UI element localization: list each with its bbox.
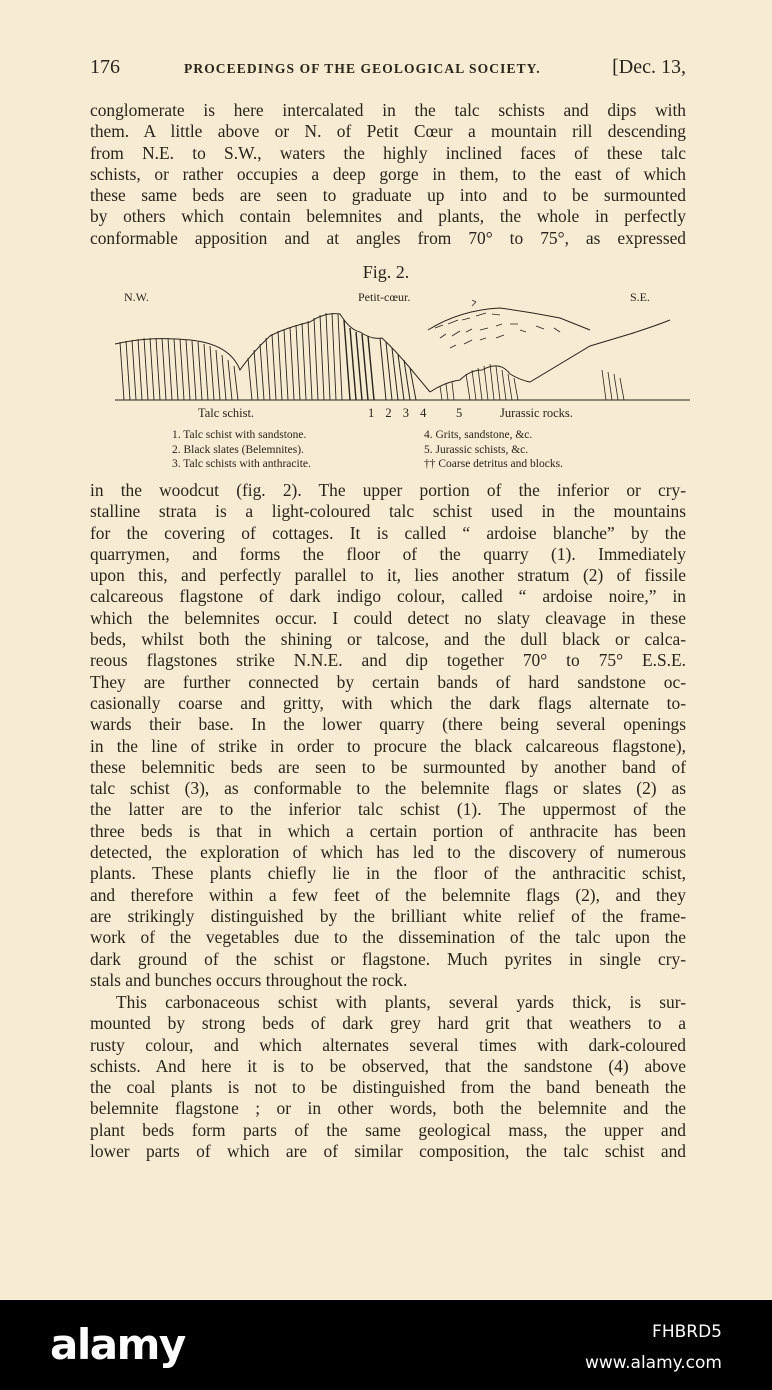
geological-section-woodcut xyxy=(110,300,690,406)
figure-label-bed-5: 5 xyxy=(456,406,463,420)
legend-item: 4. Grits, sandstone, &c. xyxy=(424,429,533,441)
text-line: work of the vegetables due to the dissemination of the talc upon the xyxy=(90,927,686,948)
page-number: 176 xyxy=(90,56,120,78)
text-line: reous flagstones strike N.N.E. and dip together 70° to 75° E.S.E. xyxy=(90,650,686,671)
coarse-detritus-marks xyxy=(435,300,560,348)
paragraph-1 xyxy=(90,100,686,249)
section-profile-right xyxy=(430,320,670,392)
header-date: [Dec. 13, xyxy=(612,56,686,78)
paragraph-2 xyxy=(90,480,686,991)
text-line: in the woodcut (fig. 2). The upper portion of the inferior or cry- xyxy=(90,480,686,500)
text-line: schists, or rather occupies a deep gorge in them, to the east of which xyxy=(90,163,686,184)
site-url: www.alamy.com xyxy=(584,1353,722,1373)
text-line: schists. And here it is to be observed, that the sandstone (4) above xyxy=(90,1055,686,1076)
text-line: them. A little above or N. of Petit Cœur a mountain rill descending xyxy=(90,121,686,142)
paragraph-3 xyxy=(90,992,686,1162)
text-line: these same beds are seen to graduate up into and to be surmounted xyxy=(90,185,686,206)
text-line: and therefore within a few feet of the belemnite flags (2), and they xyxy=(90,884,686,905)
text-line: This carbonaceous schist with plants, several yards thick, is sur- xyxy=(116,992,686,1012)
text-line: from N.E. to S.W., waters the highly inclined faces of these talc xyxy=(90,142,686,163)
text-line: in the line of strike in order to procure the black calcareous flagstone), xyxy=(90,735,686,756)
legend-item: 2. Black slates (Belemnites). xyxy=(172,443,304,456)
figure-legend-left xyxy=(172,428,311,472)
text-line: conglomerate is here intercalated in the talc schists and dips with xyxy=(90,100,686,120)
figure-legend-right xyxy=(424,428,563,472)
text-line: lower parts of which are of similar composition, the talc schist and xyxy=(90,1141,686,1162)
figure-title: Fig. 2. xyxy=(362,262,410,282)
figure-label-bed-numbers: 1 2 3 4 xyxy=(368,406,431,420)
text-line: belemnite flagstone ; or in other words, both the belemnite and the xyxy=(90,1098,686,1119)
text-line: wards their base. In the lower quarry (there being several openings xyxy=(90,714,686,735)
text-line: talc schist (3), as conformable to the belemnite flags or slates (2) as xyxy=(90,778,686,799)
text-line: beds, whilst both the shining or talcose, and the dull black or calca- xyxy=(90,629,686,650)
image-code: FHBRD5 xyxy=(652,1322,722,1342)
text-line: are strikingly distinguished by the brilliant white relief of the frame- xyxy=(90,905,686,926)
text-line: the latter are to the inferior talc schist (1). The uppermost of the xyxy=(90,799,686,820)
text-line: which the belemnites occur. I could detect no slaty cleavage in these xyxy=(90,607,686,628)
alamy-logo: alamy xyxy=(50,1320,185,1369)
text-line: quarrymen, and forms the floor of the quarry (1). Immediately xyxy=(90,543,686,564)
running-header xyxy=(90,56,686,82)
text-line: casionally coarse and gritty, with which the dark flags alternate to- xyxy=(90,692,686,713)
text-line: plants. These plants chiefly lie in the floor of the anthracitic schist, xyxy=(90,863,686,884)
figure-label-nw: N.W. xyxy=(124,290,149,304)
text-line: these belemnitic beds are seen to be surmounted by another band of xyxy=(90,756,686,777)
stock-footer-bar xyxy=(0,1300,772,1390)
detritus-outline xyxy=(428,308,590,330)
text-line: dark ground of the schist or flagstone. Much pyrites in single cry- xyxy=(90,948,686,969)
text-line: They are further connected by certain bands of hard sandstone oc- xyxy=(90,671,686,692)
legend-item: 1. Talc schist with sandstone. xyxy=(172,429,307,441)
text-line: by others which contain belemnites and plants, the whole in perfectly xyxy=(90,206,686,227)
text-line: rusty colour, and which alternates several times with dark-coloured xyxy=(90,1034,686,1055)
running-title: PROCEEDINGS OF THE GEOLOGICAL SOCIETY. xyxy=(184,61,541,76)
text-line: upon this, and perfectly parallel to it, lies another stratum (2) of fissile xyxy=(90,565,686,586)
text-line: stals and bunches occurs throughout the rock. xyxy=(90,969,408,990)
text-line: conformable apposition and at angles from 70° to 75°, as expressed xyxy=(90,227,686,248)
text-line: detected, the exploration of which has led to the discovery of numerous xyxy=(90,842,686,863)
text-line: mounted by strong beds of dark grey hard grit that weathers to a xyxy=(90,1013,686,1034)
text-line: calcareous flagstone of dark indigo colour, called “ ardoise noire,” in xyxy=(90,586,686,607)
figure-label-talc-schist: Talc schist. xyxy=(198,406,255,420)
legend-item: 3. Talc schists with anthracite. xyxy=(172,458,311,470)
legend-item: 5. Jurassic schists, &c. xyxy=(424,443,529,456)
jurassic-rocks-hatching xyxy=(440,364,624,400)
figure-label-jurassic-rocks: Jurassic rocks. xyxy=(500,406,573,420)
text-line: for the covering of cottages. It is called “ ardoise blanche” by the xyxy=(90,522,686,543)
figure-label-se: S.E. xyxy=(630,290,651,304)
text-line: stalline strata is a light-coloured talc schist used in the mountains xyxy=(90,501,686,522)
figure-label-petit-coeur: Petit-cœur. xyxy=(358,290,411,304)
text-line: plant beds form parts of the same geological mass, the upper and xyxy=(90,1119,686,1140)
grit-beds-hatching xyxy=(380,338,416,400)
text-line: three beds is that in which a certain portion of anthracite has been xyxy=(90,820,686,841)
text-line: the coal plants is not to be distinguished from the band beneath the xyxy=(90,1077,686,1098)
legend-item: †† Coarse detritus and blocks. xyxy=(424,458,563,470)
section-profile-left xyxy=(115,314,430,392)
